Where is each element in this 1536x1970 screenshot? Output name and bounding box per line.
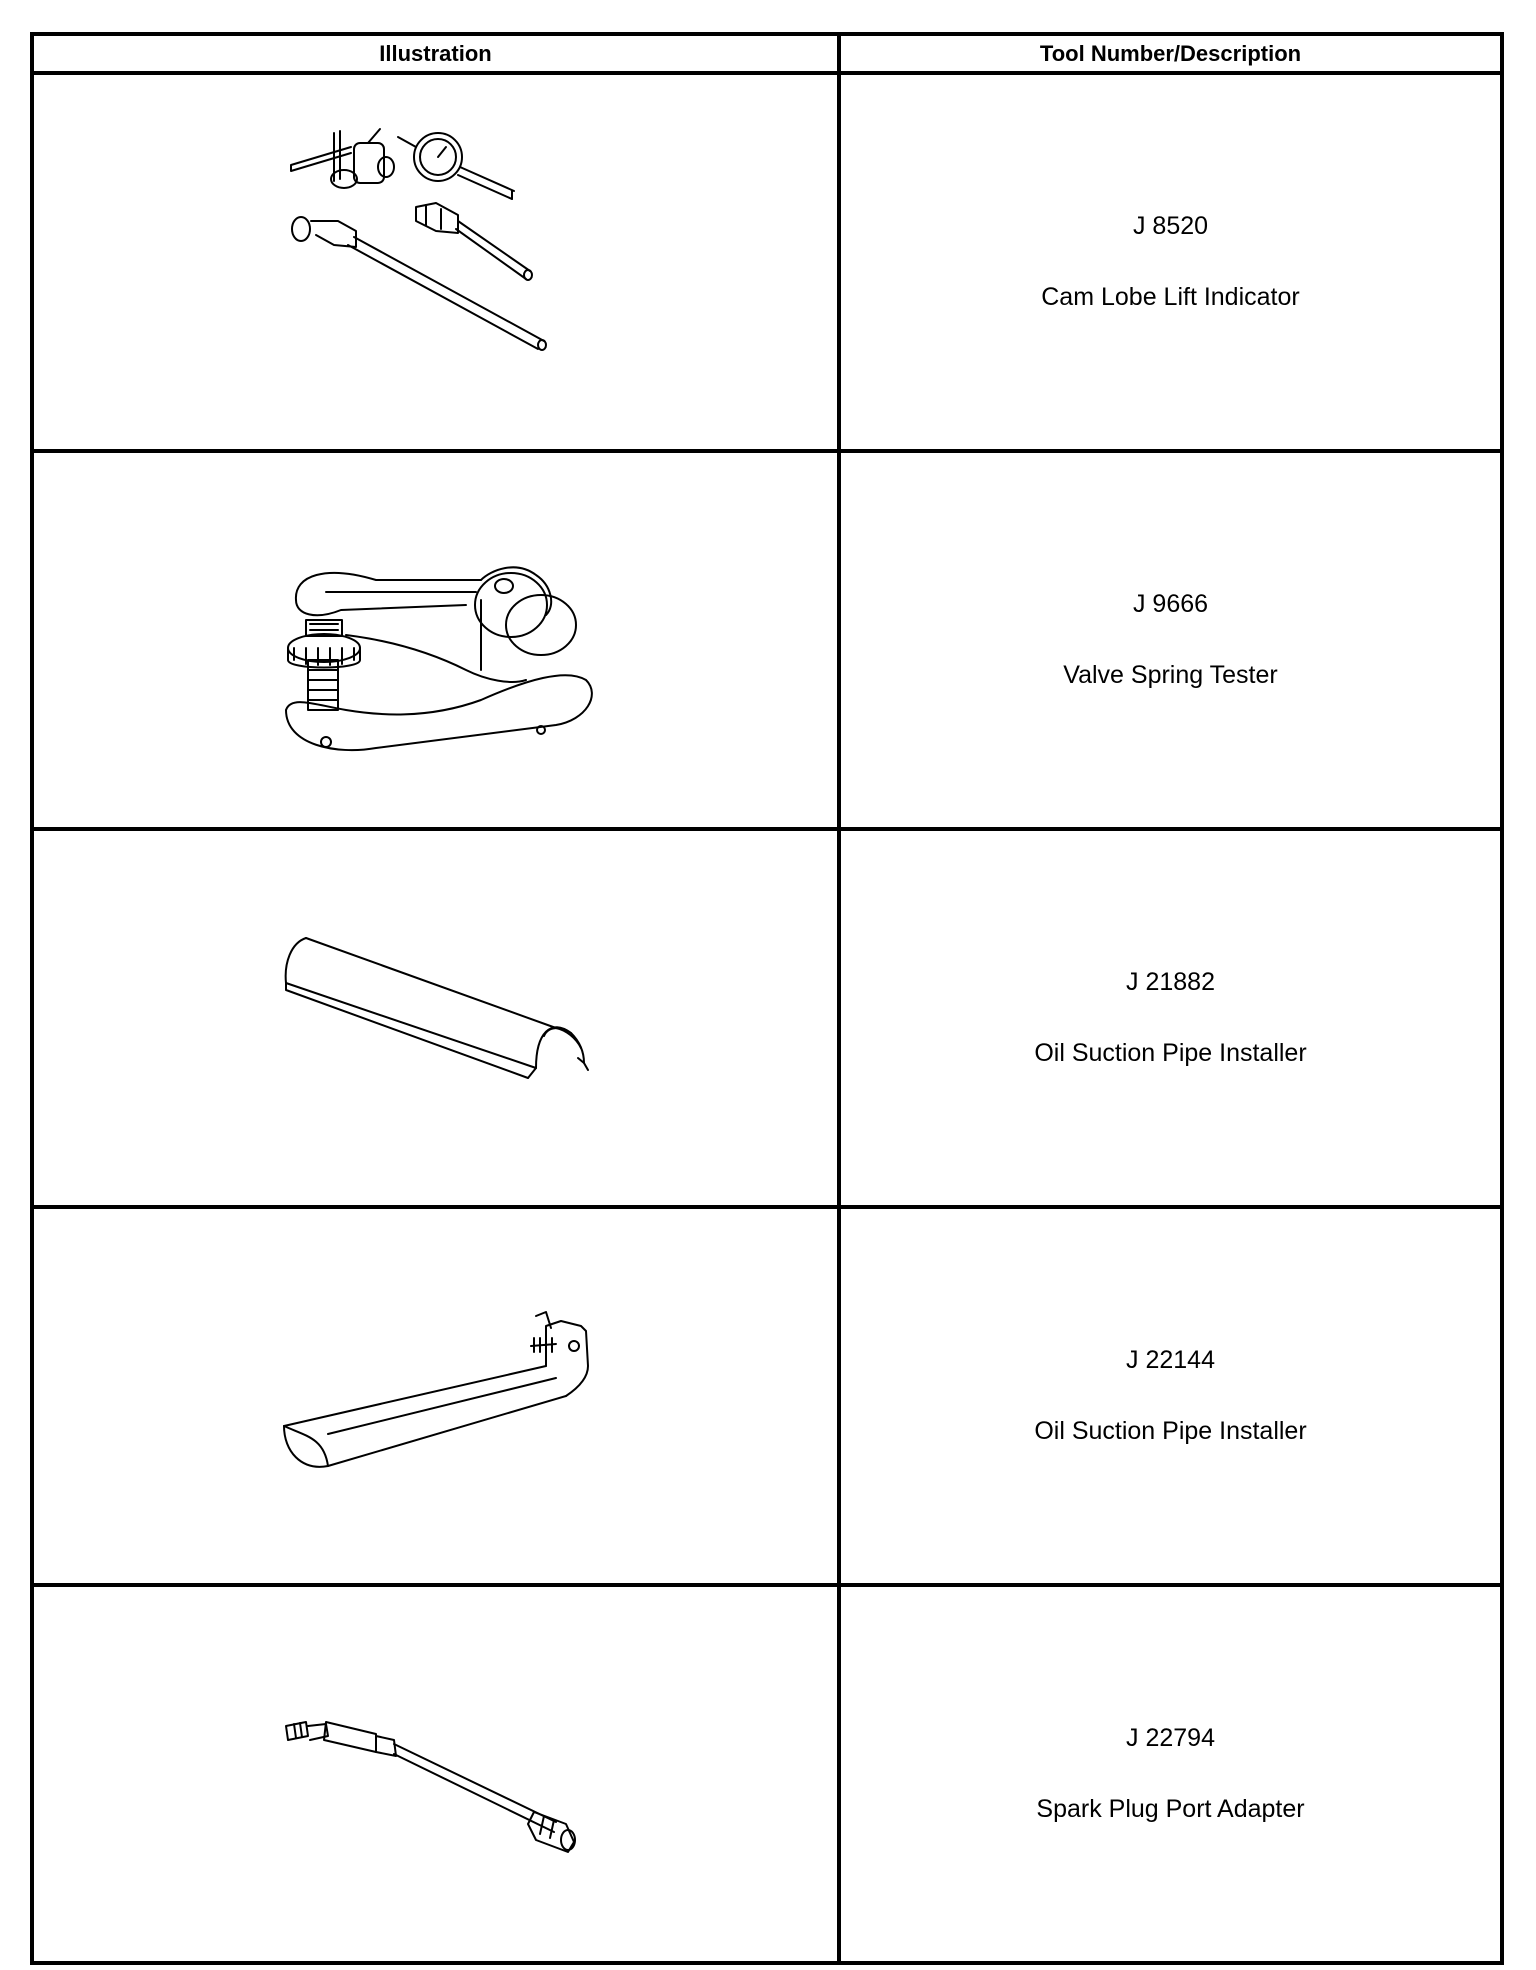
description-cell xyxy=(839,451,1502,829)
tool-number: J 22144 xyxy=(1126,1346,1215,1374)
table-header-row xyxy=(32,34,1502,73)
tool-description: Oil Suction Pipe Installer xyxy=(1034,1039,1307,1067)
table-row xyxy=(32,1585,1502,1963)
tool-description: Spark Plug Port Adapter xyxy=(1036,1795,1305,1823)
tool-number: J 21882 xyxy=(1126,968,1215,996)
description-cell xyxy=(839,1585,1502,1963)
valve-spring-tester-illustration xyxy=(266,520,606,760)
description-cell xyxy=(839,829,1502,1207)
table-row xyxy=(32,451,1502,829)
illustration-cell xyxy=(32,1207,839,1585)
tool-description: Valve Spring Tester xyxy=(1063,661,1278,689)
half-pipe-installer-illustration xyxy=(266,908,606,1128)
description-cell xyxy=(839,73,1502,451)
table-row xyxy=(32,1207,1502,1585)
tool-description: Cam Lobe Lift Indicator xyxy=(1041,283,1300,311)
tool-number: J 22794 xyxy=(1126,1724,1215,1752)
tool-number: J 8520 xyxy=(1132,212,1209,240)
tool-number: J 9666 xyxy=(1132,590,1209,618)
bracket-pipe-installer-illustration xyxy=(266,1286,606,1506)
description-cell xyxy=(839,1207,1502,1585)
header-tool-number-description: Tool Number/Description xyxy=(839,34,1502,73)
spark-plug-port-adapter-illustration xyxy=(266,1674,606,1874)
header-illustration: Illustration xyxy=(32,34,839,73)
illustration-cell xyxy=(32,73,839,451)
table-row xyxy=(32,829,1502,1207)
illustration-cell xyxy=(32,1585,839,1963)
illustration-cell xyxy=(32,829,839,1207)
tool-description: Oil Suction Pipe Installer xyxy=(1034,1417,1307,1445)
illustration-cell xyxy=(32,451,839,829)
cam-lobe-lift-indicator-illustration xyxy=(276,117,596,407)
special-tools-table xyxy=(30,32,1504,1965)
table-row xyxy=(32,73,1502,451)
